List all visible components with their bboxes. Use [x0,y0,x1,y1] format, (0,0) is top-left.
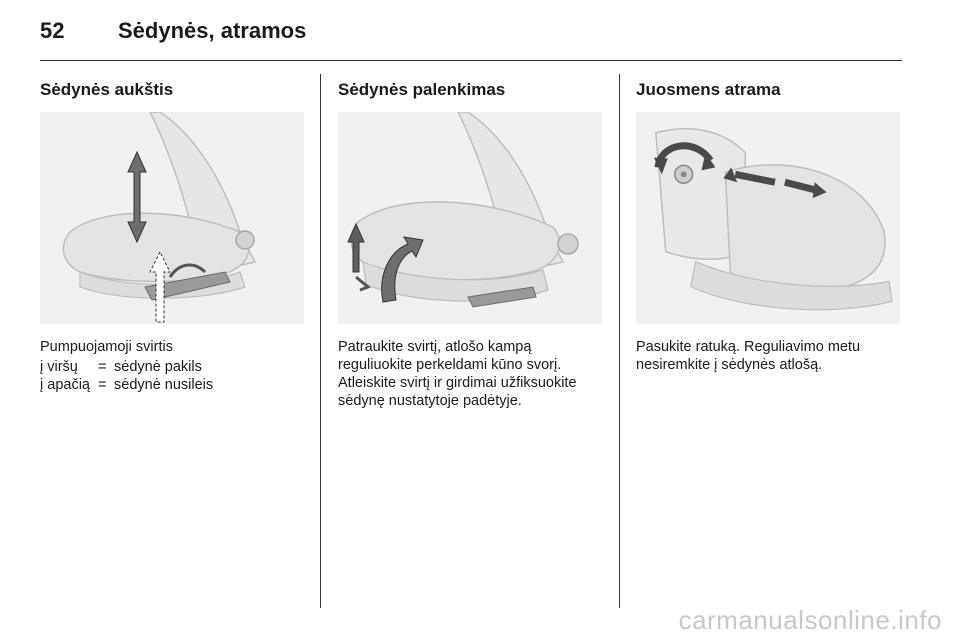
definition-term: į viršų [40,359,78,375]
caption: Pasukite ratuką. Reguliavimo metu nesiremkite į sėdynės atlošą. [636,339,861,373]
watermark: carmanualsonline.info [678,605,942,635]
page-number: 52 [40,18,65,43]
definition-row [40,358,304,376]
seat-height-drawing [40,112,304,324]
lumbar-support-illustration [636,112,900,324]
section-lumbar-support [636,72,902,374]
section-seat-height [40,72,304,394]
column-divider [320,74,321,608]
page-title: Sėdynės, atramos [118,18,307,43]
definition-term: į apačią [40,377,90,393]
definition-desc: sėdynė pakils [114,359,202,375]
caption: Patraukite svirtį, atlošo kampą reguliuokite perkeldami kūno svorį. Atleiskite svirtį ir girdimai užfiksuokite sėdynę nustatytoje padėtyje. [338,339,577,409]
seat-height-illustration [40,112,304,324]
section-title: Juosmens atrama [636,80,781,99]
seat-tilt-illustration [338,112,602,324]
header-divider [40,60,902,61]
caption: Pumpuojamoji svirtis [40,339,173,355]
definition-table [40,358,304,394]
seat-tilt-drawing [338,112,602,324]
column-divider [619,74,620,608]
definition-desc: sėdynė nusileis [114,377,214,393]
lumbar-support-drawing [636,112,900,324]
section-title: Sėdynės aukštis [40,80,174,99]
definition-equals: = [98,377,107,393]
section-title: Sėdynės palenkimas [338,80,506,99]
section-seat-tilt [338,72,602,410]
definition-equals: = [98,359,107,375]
definition-row [40,376,304,394]
